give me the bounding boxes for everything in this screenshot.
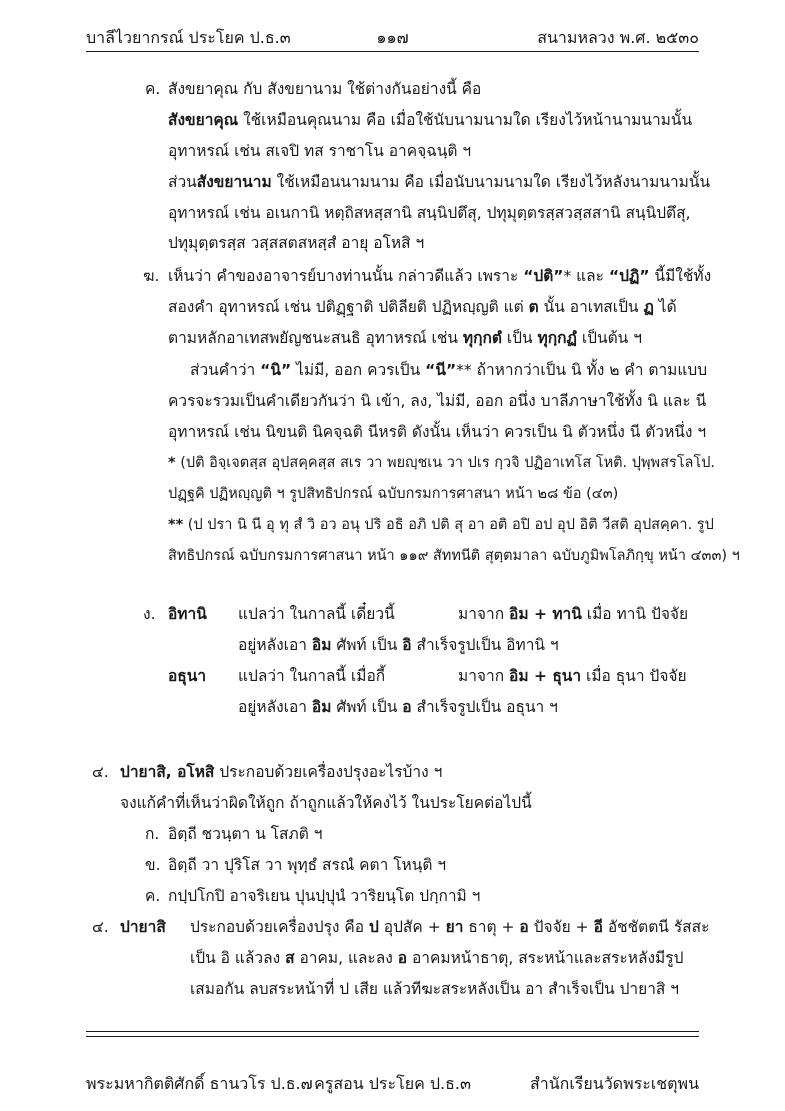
section-kh-line3: ตามหลักอาเทสพยัญชนะสนธิ อุทาหรณ์ เช่น ทุกฺกตํ เป็น ทุกฺกฏํ เป็นต้น ฯ xyxy=(168,329,642,347)
header-title: บาลีไวยากรณ์ ประโยค ป.ธ.๓ xyxy=(86,28,291,47)
footer-rule-bottom xyxy=(86,1036,699,1037)
question-4-item-k: อิตฺถี ชวนฺตา น โสภติ ฯ xyxy=(168,825,323,843)
section-k-para1-example: อุทาหรณ์ เช่น สเจปิ ทส ราชาโน อาคจฺฉนฺติ ฯ xyxy=(168,142,472,160)
section-kh-line5: ควรจะรวมเป็นคำเดียวกันว่า นิ เข้า, ลง, ไม่มี, ออก อนึ่ง บาลีภาษาใช้ทั้ง นิ และ นี xyxy=(168,392,707,410)
question-4-item-k-marker: ก. xyxy=(145,825,160,843)
section-k-marker: ค. xyxy=(145,80,161,98)
page-number: ๑๑๗ xyxy=(376,28,409,47)
answer-4-word: ปายาสิ xyxy=(120,918,166,936)
section-kh-line4: ส่วนคำว่า “นิ” ไม่มี, ออก ควรเป็น “นี”** ถ้าหากว่าเป็น นิ ทั้ง ๒ คำ ตามแบบ xyxy=(190,361,708,379)
page-header xyxy=(86,26,699,48)
page-footer xyxy=(86,1072,699,1094)
question-4-instruction: จงแก้คำที่เห็นว่าผิดให้ถูก ถ้าถูกแล้วให้คงไว้ ในประโยคต่อไปนี้ xyxy=(120,794,532,812)
word-itani-result: อยู่หลังเอา อิม ศัพท์ เป็น อิ สำเร็จรูปเป็น อิทานิ ฯ xyxy=(238,636,559,654)
term-sankhyanam: สังขยานาม xyxy=(196,173,272,191)
footer-author: พระมหากิตติศักดิ์ ธานวโร ป.ธ.๗ xyxy=(86,1074,313,1093)
question-4-item-kh: อิตฺถี วา ปุริโส วา พุทฺธํ สรณํ คตา โหนฺติ ฯ xyxy=(168,856,447,874)
word-adhuna-meaning: แปลว่า ในกาลนี้ เมื่อกี้ xyxy=(238,667,386,685)
section-kh-line2: สองคำ อุทาหรณ์ เช่น ปติฏฺฐาติ ปติลียติ ปฏิหญฺญติ แต่ ต นั้น อาเทสเป็น ฏ ได้ xyxy=(168,298,677,316)
word-adhuna: อธุนา xyxy=(168,667,207,685)
question-4-title: ปายาสิ, อโหสิ ประกอบด้วยเครื่องปรุงอะไรบ้าง ฯ xyxy=(120,763,443,781)
section-kh-line1: เห็นว่า คำของอาจารย์บางท่านนั้น กล่าวดีแล้ว เพราะ “ปติ”* และ “ปฏิ” นี้มีใช้ทั้ง xyxy=(168,267,712,285)
section-ng-marker: ง. xyxy=(143,605,156,623)
word-adhuna-origin: มาจาก อิม + ธุนา เมื่อ ธุนา ปัจจัย xyxy=(458,667,687,685)
section-kh-marker: ฆ. xyxy=(143,267,160,285)
word-itani-meaning: แปลว่า ในกาลนี้ เดี๋ยวนี้ xyxy=(238,605,395,623)
word-itani-origin: มาจาก อิม + ทานิ เมื่อ ทานิ ปัจจัย xyxy=(458,605,689,623)
footnote-2-cont: สิทธิปกรณ์ ฉบับกรมการศาสนา หน้า ๑๑๙ สัททนีติ สุตฺตมาลา ฉบับภูมิพโลภิกฺขุ หน้า ๔๓๓) ฯ xyxy=(168,548,740,564)
footer-rule-top xyxy=(86,1031,699,1032)
header-exam: สนามหลวง พ.ศ. ๒๕๓๐ xyxy=(537,28,699,47)
section-k-para2-example-cont: ปทุมุตฺตรสฺส วสฺสสตสหสฺสํ อายุ อโหสิ ฯ xyxy=(168,234,425,252)
question-4-item-kk: กปฺปโกปิ อาจริเยน ปุนปฺปุนํ วาริยนฺโต ปกฺกามิ ฯ xyxy=(168,887,481,905)
answer-4-line3: เสมอกัน ลบสระหน้าที่ ป เสีย แล้วทีฆะสระหลังเป็น อา สำเร็จเป็น ปายาสิ ฯ xyxy=(190,980,680,998)
section-k-para2: ส่วนสังขยานาม ใช้เหมือนนามนาม คือ เมื่อนับนามนามใด เรียงไว้หลังนามนามนั้น xyxy=(168,173,711,191)
footnote-1: * (ปติ อิจฺเจตสฺส อุปสคฺคสฺส สเร วา พยญฺชเน วา ปเร กฺวจิ ปฏิอาเทโส โหติ. ปุพฺพสรโลโป. xyxy=(168,455,716,471)
term-sankhyakhun: สังขยาคุณ xyxy=(168,111,239,129)
section-k-para2-example: อุทาหรณ์ เช่น อเนกานิ หตฺถิสหสฺสานิ สนฺนิปตึสุ, ปทุมุตฺตรสฺสวสฺสสานิ สนฺนิปตึสุ, xyxy=(168,204,691,222)
question-4-item-kk-marker: ค. xyxy=(145,887,161,905)
header-rule xyxy=(86,51,699,52)
footer-school: สำนักเรียนวัดพระเชตุพน xyxy=(529,1074,699,1093)
footnote-1-cont: ปฏฺฐคิ ปฏิหญฺญติ ฯ รูปสิทธิปกรณ์ ฉบับกรมการศาสนา หน้า ๒๘ ข้อ (๔๓) xyxy=(168,486,619,502)
section-k-para1: สังขยาคุณ ใช้เหมือนคุณนาม คือ เมื่อใช้นับนามนามใด เรียงไว้หน้านามนามนั้น xyxy=(168,111,693,129)
word-itani: อิทานิ xyxy=(168,605,207,623)
section-k-heading: สังขยาคุณ กับ สังขยานาม ใช้ต่างกันอย่างนี้ คือ xyxy=(168,80,482,98)
answer-4-number: ๔. xyxy=(92,918,109,936)
answer-4-line2: เป็น อิ แล้วลง ส อาคม, และลง อ อาคมหน้าธาตุ, สระหน้าและสระหลังมีรูป xyxy=(190,949,684,967)
footer-role: ครูสอน ประโยค ป.ธ.๓ xyxy=(314,1074,471,1093)
footnote-2: ** (ป ปรา นิ นี อุ ทุ สํ วิ อว อนุ ปริ อธิ อภิ ปติ สุ อา อติ อปิ อป อุป อิติ วีสติ อุปสคฺคา. รูป xyxy=(168,517,714,533)
answer-4-line1: ประกอบด้วยเครื่องปรุง คือ ป อุปสัค + ยา ธาตุ + อ ปัจจัย + อี อัชชัตตนี รัสสะ xyxy=(190,918,710,936)
question-4-item-kh-marker: ข. xyxy=(145,856,161,874)
word-adhuna-result: อยู่หลังเอา อิม ศัพท์ เป็น อ สำเร็จรูปเป็น อธุนา ฯ xyxy=(238,698,558,716)
question-4-number: ๔. xyxy=(92,763,109,781)
section-kh-line6: อุทาหรณ์ เช่น นิขนติ นิคจฺฉติ นีหรติ ดังนั้น เห็นว่า ควรเป็น นิ ตัวหนึ่ง นี ตัวหนึ่ง ฯ xyxy=(168,423,707,441)
